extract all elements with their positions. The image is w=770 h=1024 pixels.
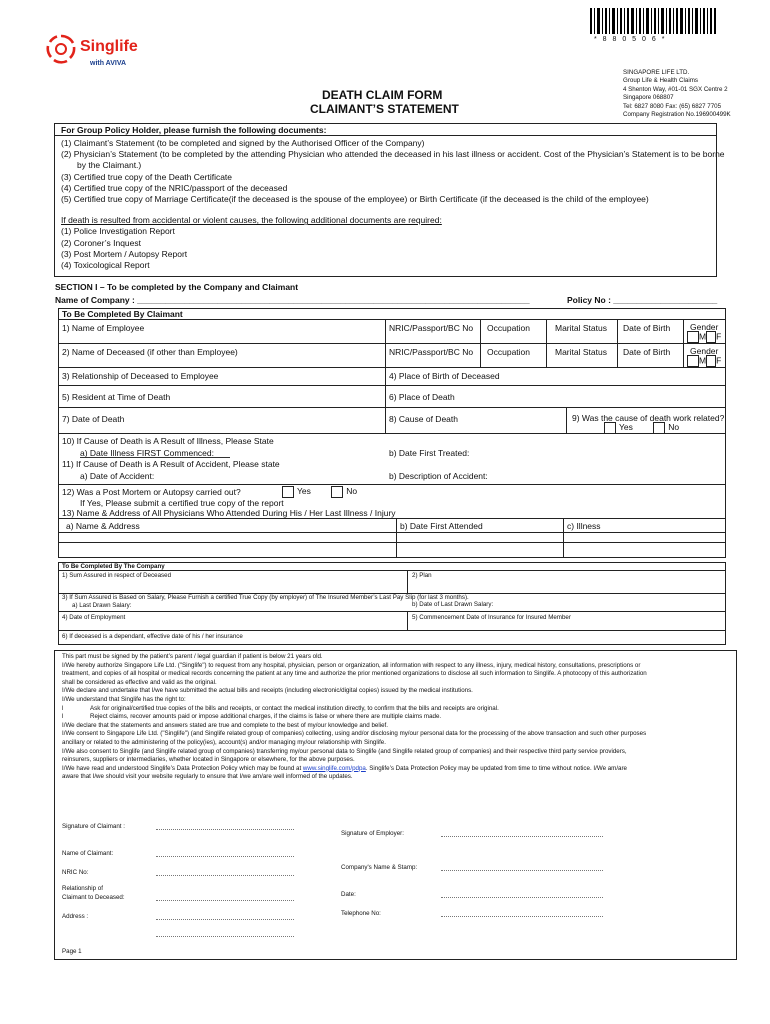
doc-item: (3) Certified true copy of the Death Certificate: [61, 171, 233, 182]
company-stamp-field[interactable]: [441, 870, 603, 871]
date-of-birth-label: Date of Birth: [623, 323, 671, 333]
date-label: Date:: [341, 891, 356, 898]
accident-heading-row: 11) If Cause of Death is A Result of Accident, Please state: [62, 459, 280, 469]
doc-item: (2) Physician’s Statement (to be completed by the attending Physician who attended the deceased in his last illness or accident. Cost of the Physician’s Statement is to be borne: [61, 149, 725, 160]
declaration-line: shall be considered as effective and valid as the original.: [62, 678, 217, 686]
post-mortem-no-label: No: [346, 486, 358, 497]
illness-label: c) Illness: [567, 521, 601, 531]
declaration-line: aware that I/we should visit your website regularly to ensure that I/we am/are well informed of the updates.: [62, 773, 353, 781]
declaration-line: I/We hereby authorize Singapore Life Ltd. ("Singlife") to request from any hospital, physician, person or organization, all information with respect to any illness, injury, medical history, consultations, prescriptions or: [62, 661, 641, 669]
date-first-treated-label: b) Date First Treated:: [389, 448, 470, 458]
company-line2: Group Life & Health Claims: [623, 77, 698, 85]
work-related-no-label: No: [668, 422, 680, 433]
accident-heading: If death is resulted from accidental or violent causes, the following additional documents are required:: [61, 215, 442, 226]
post-mortem-note: If Yes, Please submit a certified true copy of the report: [80, 498, 284, 508]
gender-m-label: M: [699, 331, 707, 342]
declaration-line: ancillary or related to the administering of the policy(ies), account(s) and/or managing my/our relationship with Singlife.: [62, 738, 386, 746]
post-mortem-options: [282, 486, 357, 498]
gender-m-label: M: [699, 355, 707, 366]
doc-item: (4) Certified true copy of the NRIC/passport of the deceased: [61, 182, 288, 193]
declaration-dp-line: [62, 765, 728, 774]
declaration-line: This part must be signed by the patient’s parent / legal guardian if patient is below 21 years old.: [62, 653, 323, 660]
gender-m-checkbox[interactable]: [687, 355, 699, 367]
doc-item: (5) Certified true copy of Marriage Certificate(if the deceased is the spouse of the employee) or Birth Certificate (if the deceased is the child of the employee): [61, 194, 649, 205]
gender-label: Gender: [690, 322, 719, 332]
name-address-label: a) Name & Address: [66, 521, 140, 531]
policy-no-field[interactable]: Policy No : ______________________: [567, 295, 718, 305]
docs-list: [61, 138, 725, 271]
physicians-label: 13) Name & Address of All Physicians Who Attended During His / Her Last Illness / Injury: [62, 508, 396, 518]
last-drawn-salary-label: a) Last Drawn Salary:: [72, 602, 132, 609]
name-claimant-label: Name of Claimant:: [62, 850, 114, 857]
form-title: DEATH CLAIM FORM: [322, 88, 443, 102]
gender-f-label: F: [716, 331, 722, 342]
address-label: Address :: [62, 913, 89, 920]
barcode-text: * 8 8 0 5 0 6 *: [594, 36, 667, 43]
signature-claimant-label: Signature of Claimant :: [62, 823, 125, 830]
post-mortem-yes-label: Yes: [297, 486, 311, 497]
company-header: To Be Completed By The Company: [62, 563, 165, 570]
relationship-claimant-label-1: Relationship of: [62, 885, 103, 892]
accident-doc: (4) Toxicological Report: [61, 260, 150, 271]
cause-of-death-label: 8) Cause of Death: [389, 414, 458, 424]
brand-name: Singlife: [80, 38, 138, 55]
date-field[interactable]: [441, 897, 603, 898]
declaration-line: reinsurers, suppliers or intermediaries, whether located in Singapore or elsewhere, for the above purposes.: [62, 756, 355, 764]
gender-f-label: F: [716, 355, 722, 366]
gender-options-employee: [687, 331, 721, 343]
work-related-options: [604, 422, 679, 434]
declaration-line: I/We declare that the statements and answers stated are true and complete to the best of my/our knowledge and belief.: [62, 721, 388, 729]
telephone-field[interactable]: [441, 916, 603, 917]
docs-heading: For Group Policy Holder, please furnish the following documents:: [61, 125, 327, 135]
dependant-insurance-label: 6) If deceased is a dependant, effective date of his / her insurance: [62, 633, 243, 640]
date-of-death-label: 7) Date of Death: [62, 414, 125, 424]
name-of-company-field[interactable]: Name of Company : ___________________________________________________________________________________: [55, 295, 530, 305]
nric-label: NRIC/Passport/BC No: [389, 323, 474, 333]
occupation-label: Occupation: [487, 323, 530, 333]
company-line1: SINGAPORE LIFE LTD.: [623, 69, 690, 76]
signature-employer-label: Signature of Employer:: [341, 830, 404, 837]
company-line5: Tel: 6827 8080 Fax: (65) 6827 7705: [623, 102, 722, 110]
telephone-label: Telephone No:: [341, 910, 381, 917]
post-mortem-label: 12) Was a Post Mortem or Autopsy carried out?: [62, 487, 241, 497]
sum-assured-label: 1) Sum Assured in respect of Deceased: [62, 572, 172, 579]
gender-f-checkbox[interactable]: [706, 355, 716, 367]
declaration-line: I/We consent to Singapore Life Ltd. ("Singlife") (and Singlife related group of companies) collecting, using and/or disclosing my/our personal data for the processing of the above transaction and such other purposes: [62, 730, 647, 738]
declaration-line: I/We also consent to Singlife (and Singlife related group of companies) transferring my/our personal data to Singlife (and Singlife related group of companies) and their respective third party service providers,: [62, 747, 627, 755]
date-of-accident-label: a) Date of Accident:: [80, 471, 155, 481]
resident-label: 5) Resident at Time of Death: [62, 392, 171, 402]
signature-employer-field[interactable]: [441, 836, 603, 837]
declaration-line: treatment, and copies of all hospital or medical records concerning the patient at any time and authorize the prior mentioned organizations to disclose all such information to Singlife. A photocopy of this authorization: [62, 670, 647, 678]
work-related-yes-label: Yes: [619, 422, 633, 433]
dp-tail: . Singlife’s Data Protection Policy may be updated from time to time without notice. I/We am/are: [365, 764, 627, 772]
name-of-deceased-label: 2) Name of Deceased (if other than Employee): [62, 347, 238, 357]
post-mortem-yes-checkbox[interactable]: [282, 486, 294, 498]
work-related-yes-checkbox[interactable]: [604, 422, 616, 434]
marital-status-label-2: Marital Status: [555, 347, 607, 357]
illness-heading: 10) If Cause of Death is A Result of Illness, Please State: [62, 436, 274, 446]
brand-sub: with AVIVA: [90, 60, 127, 67]
section-1-heading: SECTION I – To be completed by the Company and Claimant: [55, 282, 299, 292]
gender-f-checkbox[interactable]: [706, 331, 716, 343]
company-line3: 4 Shenton Way, #01-01 SGX Centre 2: [623, 85, 728, 93]
salary-basis-label: 3) If Sum Assured is Based on Salary, Please Furnish a certified True Copy (by employer) of The Insured Member’s Last Pay Slip (for last 3 months).: [62, 594, 469, 601]
signature-claimant-field[interactable]: [156, 829, 294, 830]
gender-m-checkbox[interactable]: [687, 331, 699, 343]
declaration-line: I/We understand that Singlife has the right to:: [62, 695, 186, 703]
date-last-drawn-label: b) Date of Last Drawn Salary:: [412, 601, 494, 608]
barcode: [590, 8, 716, 34]
declaration-line: Ask for original/certified true copies of the bills and receipts, or contact the medical institution directly, to confirm that the bills and receipts are original.: [90, 704, 499, 712]
company-line4: Singapore 068807: [623, 94, 674, 102]
nric-label-2: NRIC/Passport/BC No: [389, 347, 474, 357]
doc-item: by the Claimant.): [77, 160, 142, 171]
place-of-death-label: 6) Place of Death: [389, 392, 455, 402]
plan-label: 2) Plan: [412, 572, 432, 579]
description-of-accident-label: b) Description of Accident:: [389, 471, 488, 481]
bullet-icon: l: [62, 704, 64, 712]
company-line6: Company Registration No.196900499K: [623, 111, 731, 119]
form-subtitle: CLAIMANT’S STATEMENT: [310, 102, 459, 116]
work-related-no-checkbox[interactable]: [653, 422, 665, 434]
accident-doc: (2) Coroner’s Inquest: [61, 237, 142, 248]
address-field-2[interactable]: [156, 936, 294, 937]
gender-options-deceased: [687, 355, 721, 367]
company-address: [623, 69, 731, 119]
relationship-label: 3) Relationship of Deceased to Employee: [62, 371, 219, 381]
declaration-bullet-line: [62, 713, 728, 722]
company-stamp-label: Company's Name & Stamp:: [341, 864, 418, 871]
nric-no-label: NRIC No:: [62, 869, 89, 876]
post-mortem-no-checkbox[interactable]: [331, 486, 343, 498]
name-of-employee-label: 1) Name of Employee: [62, 323, 145, 333]
place-of-birth-label: 4) Place of Birth of Deceased: [389, 371, 500, 381]
declaration-bullet-line: [62, 705, 728, 714]
date-of-birth-label-2: Date of Birth: [623, 347, 671, 357]
gender-label-2: Gender: [690, 346, 719, 356]
declaration-text: [62, 653, 728, 782]
marital-status-label: Marital Status: [555, 323, 607, 333]
date-illness-commenced-label: a) Date Illness FIRST Commenced:: [80, 448, 214, 458]
page-number: Page 1: [62, 948, 82, 955]
doc-item: (1) Claimant’s Statement (to be completed and signed by the Authorised Officer of the Company): [61, 138, 425, 148]
bullet-icon: l: [62, 713, 64, 721]
data-protection-link[interactable]: www.singlife.com/pdpa: [302, 764, 366, 772]
accident-doc: (1) Police Investigation Report: [61, 226, 175, 237]
singlife-logo: [46, 32, 156, 72]
declaration-line: I/We declare and undertake that I/we have submitted the actual bills and receipts (including electronic/digital copies) issued by the medical institutions.: [62, 687, 473, 695]
date-first-attended-label: b) Date First Attended: [400, 521, 483, 531]
declaration-line: Reject claims, recover amounts paid or impose additional charges, if the claims is false or where there are multiple claims made.: [90, 713, 442, 721]
name-claimant-field[interactable]: [156, 856, 294, 857]
declaration-line: I/We have read and understood Singlife’s Data Protection Policy which may be found at: [62, 764, 302, 772]
logo-ring-icon: [46, 34, 76, 64]
relationship-claimant-label-2: Claimant to Deceased:: [62, 894, 125, 901]
commencement-date-label: 5) Commencement Date of Insurance for Insured Member: [412, 614, 571, 621]
nric-no-field[interactable]: [156, 875, 294, 876]
relationship-claimant-field[interactable]: [156, 900, 294, 901]
work-related-label: 9) Was the cause of death work related?: [572, 413, 725, 423]
claimant-header: To Be Completed By Claimant: [62, 309, 183, 319]
occupation-label-2: Occupation: [487, 347, 530, 357]
date-of-employment-label: 4) Date of Employment: [62, 614, 126, 621]
address-field-1[interactable]: [156, 919, 294, 920]
accident-doc: (3) Post Mortem / Autopsy Report: [61, 248, 188, 259]
